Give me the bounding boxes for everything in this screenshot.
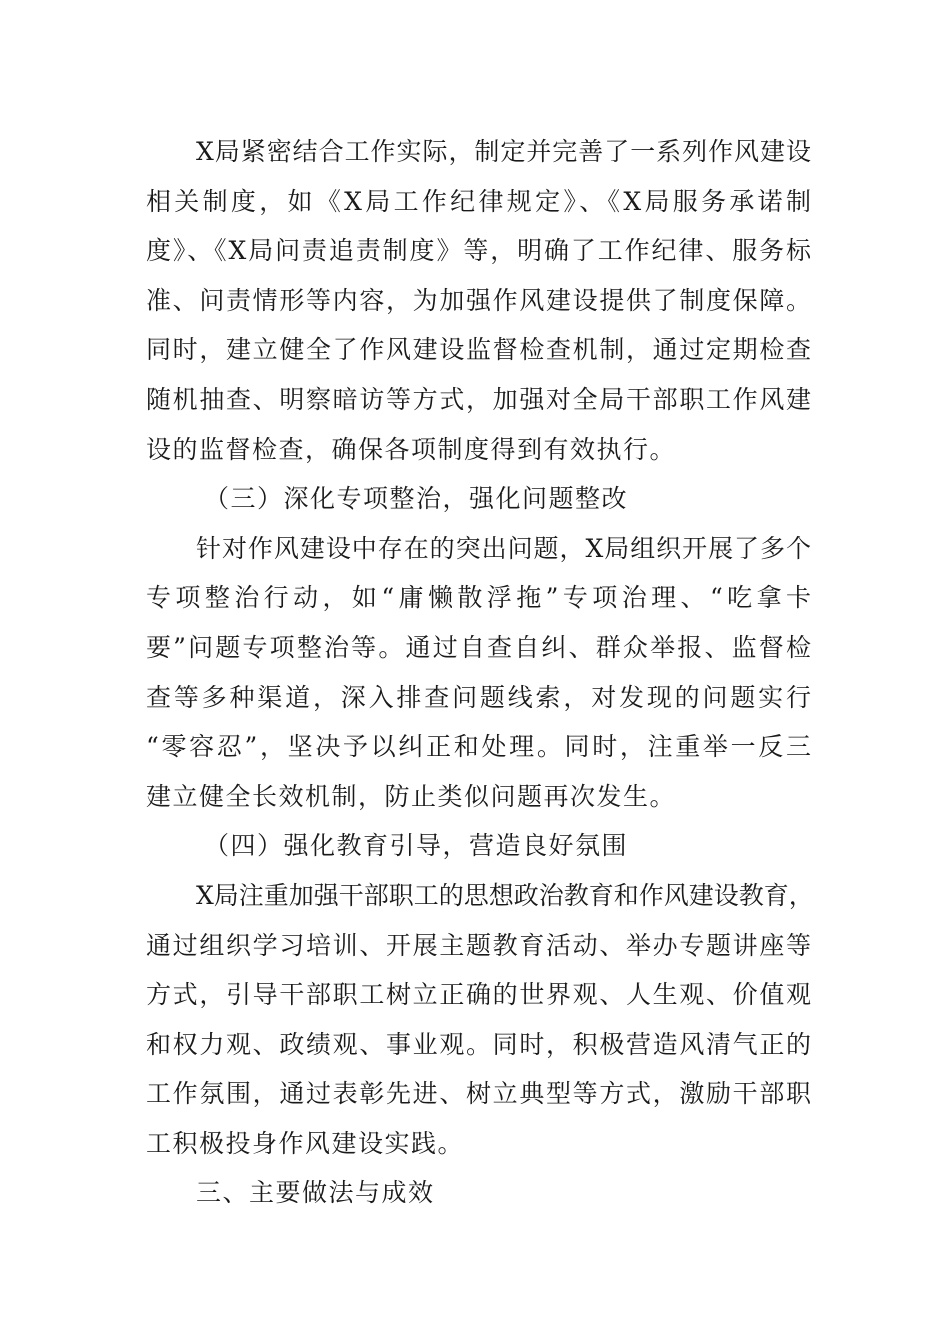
paragraph-line: X局注重加强干部职工的思想政治教育和作风建设教育， bbox=[196, 880, 814, 910]
paragraph-line: 随机抽查、明察暗访等方式，加强对全局干部职工作风建 bbox=[146, 384, 811, 414]
paragraph-line: X局紧密结合工作实际，制定并完善了一系列作风建设 bbox=[196, 137, 811, 166]
paragraph-line: “零容忍”，坚决予以纠正和处理。同时，注重举一反三 bbox=[146, 732, 811, 762]
paragraph-line: 专项整治行动，如“庸懒散浮拖”专项治理、“吃拿卡 bbox=[146, 583, 811, 613]
paragraph-line: 工积极投身作风建设实践。 bbox=[146, 1128, 465, 1158]
paragraph-line: 通过组织学习培训、开展主题教育活动、举办专题讲座等 bbox=[146, 930, 811, 960]
paragraph-line: 度》、《X局问责追责制度》等，明确了工作纪律、服务标 bbox=[146, 236, 811, 266]
paragraph-line: 准、问责情形等内容，为加强作风建设提供了制度保障。 bbox=[146, 285, 811, 315]
document-body bbox=[146, 127, 814, 1218]
section-heading: （三）深化专项整治，强化问题整改 bbox=[204, 484, 629, 514]
paragraph-line: 要”问题专项整治等。通过自查自纠、群众举报、监督检 bbox=[146, 632, 811, 662]
paragraph-line: 和权力观、政绩观、事业观。同时，积极营造风清气正的 bbox=[146, 1029, 811, 1059]
paragraph-line: 查等多种渠道，深入排查问题线索，对发现的问题实行 bbox=[146, 682, 811, 712]
paragraph-line: 建立健全长效机制，防止类似问题再次发生。 bbox=[146, 781, 677, 811]
paragraph-line: 同时，建立健全了作风建设监督检查机制，通过定期检查 bbox=[146, 335, 811, 365]
paragraph-line: 相关制度，如《X局工作纪律规定》、《X局服务承诺制 bbox=[146, 186, 811, 216]
paragraph-line: 设的监督检查，确保各项制度得到有效执行。 bbox=[146, 434, 677, 464]
paragraph-line: 方式，引导干部职工树立正确的世界观、人生观、价值观 bbox=[146, 980, 811, 1010]
chapter-heading: 三、主要做法与成效 bbox=[196, 1178, 435, 1208]
paragraph-line: 针对作风建设中存在的突出问题，X局组织开展了多个 bbox=[196, 533, 811, 563]
section-heading: （四）强化教育引导，营造良好氛围 bbox=[204, 831, 629, 861]
paragraph-line: 工作氛围，通过表彰先进、树立典型等方式，激励干部职 bbox=[146, 1079, 811, 1109]
